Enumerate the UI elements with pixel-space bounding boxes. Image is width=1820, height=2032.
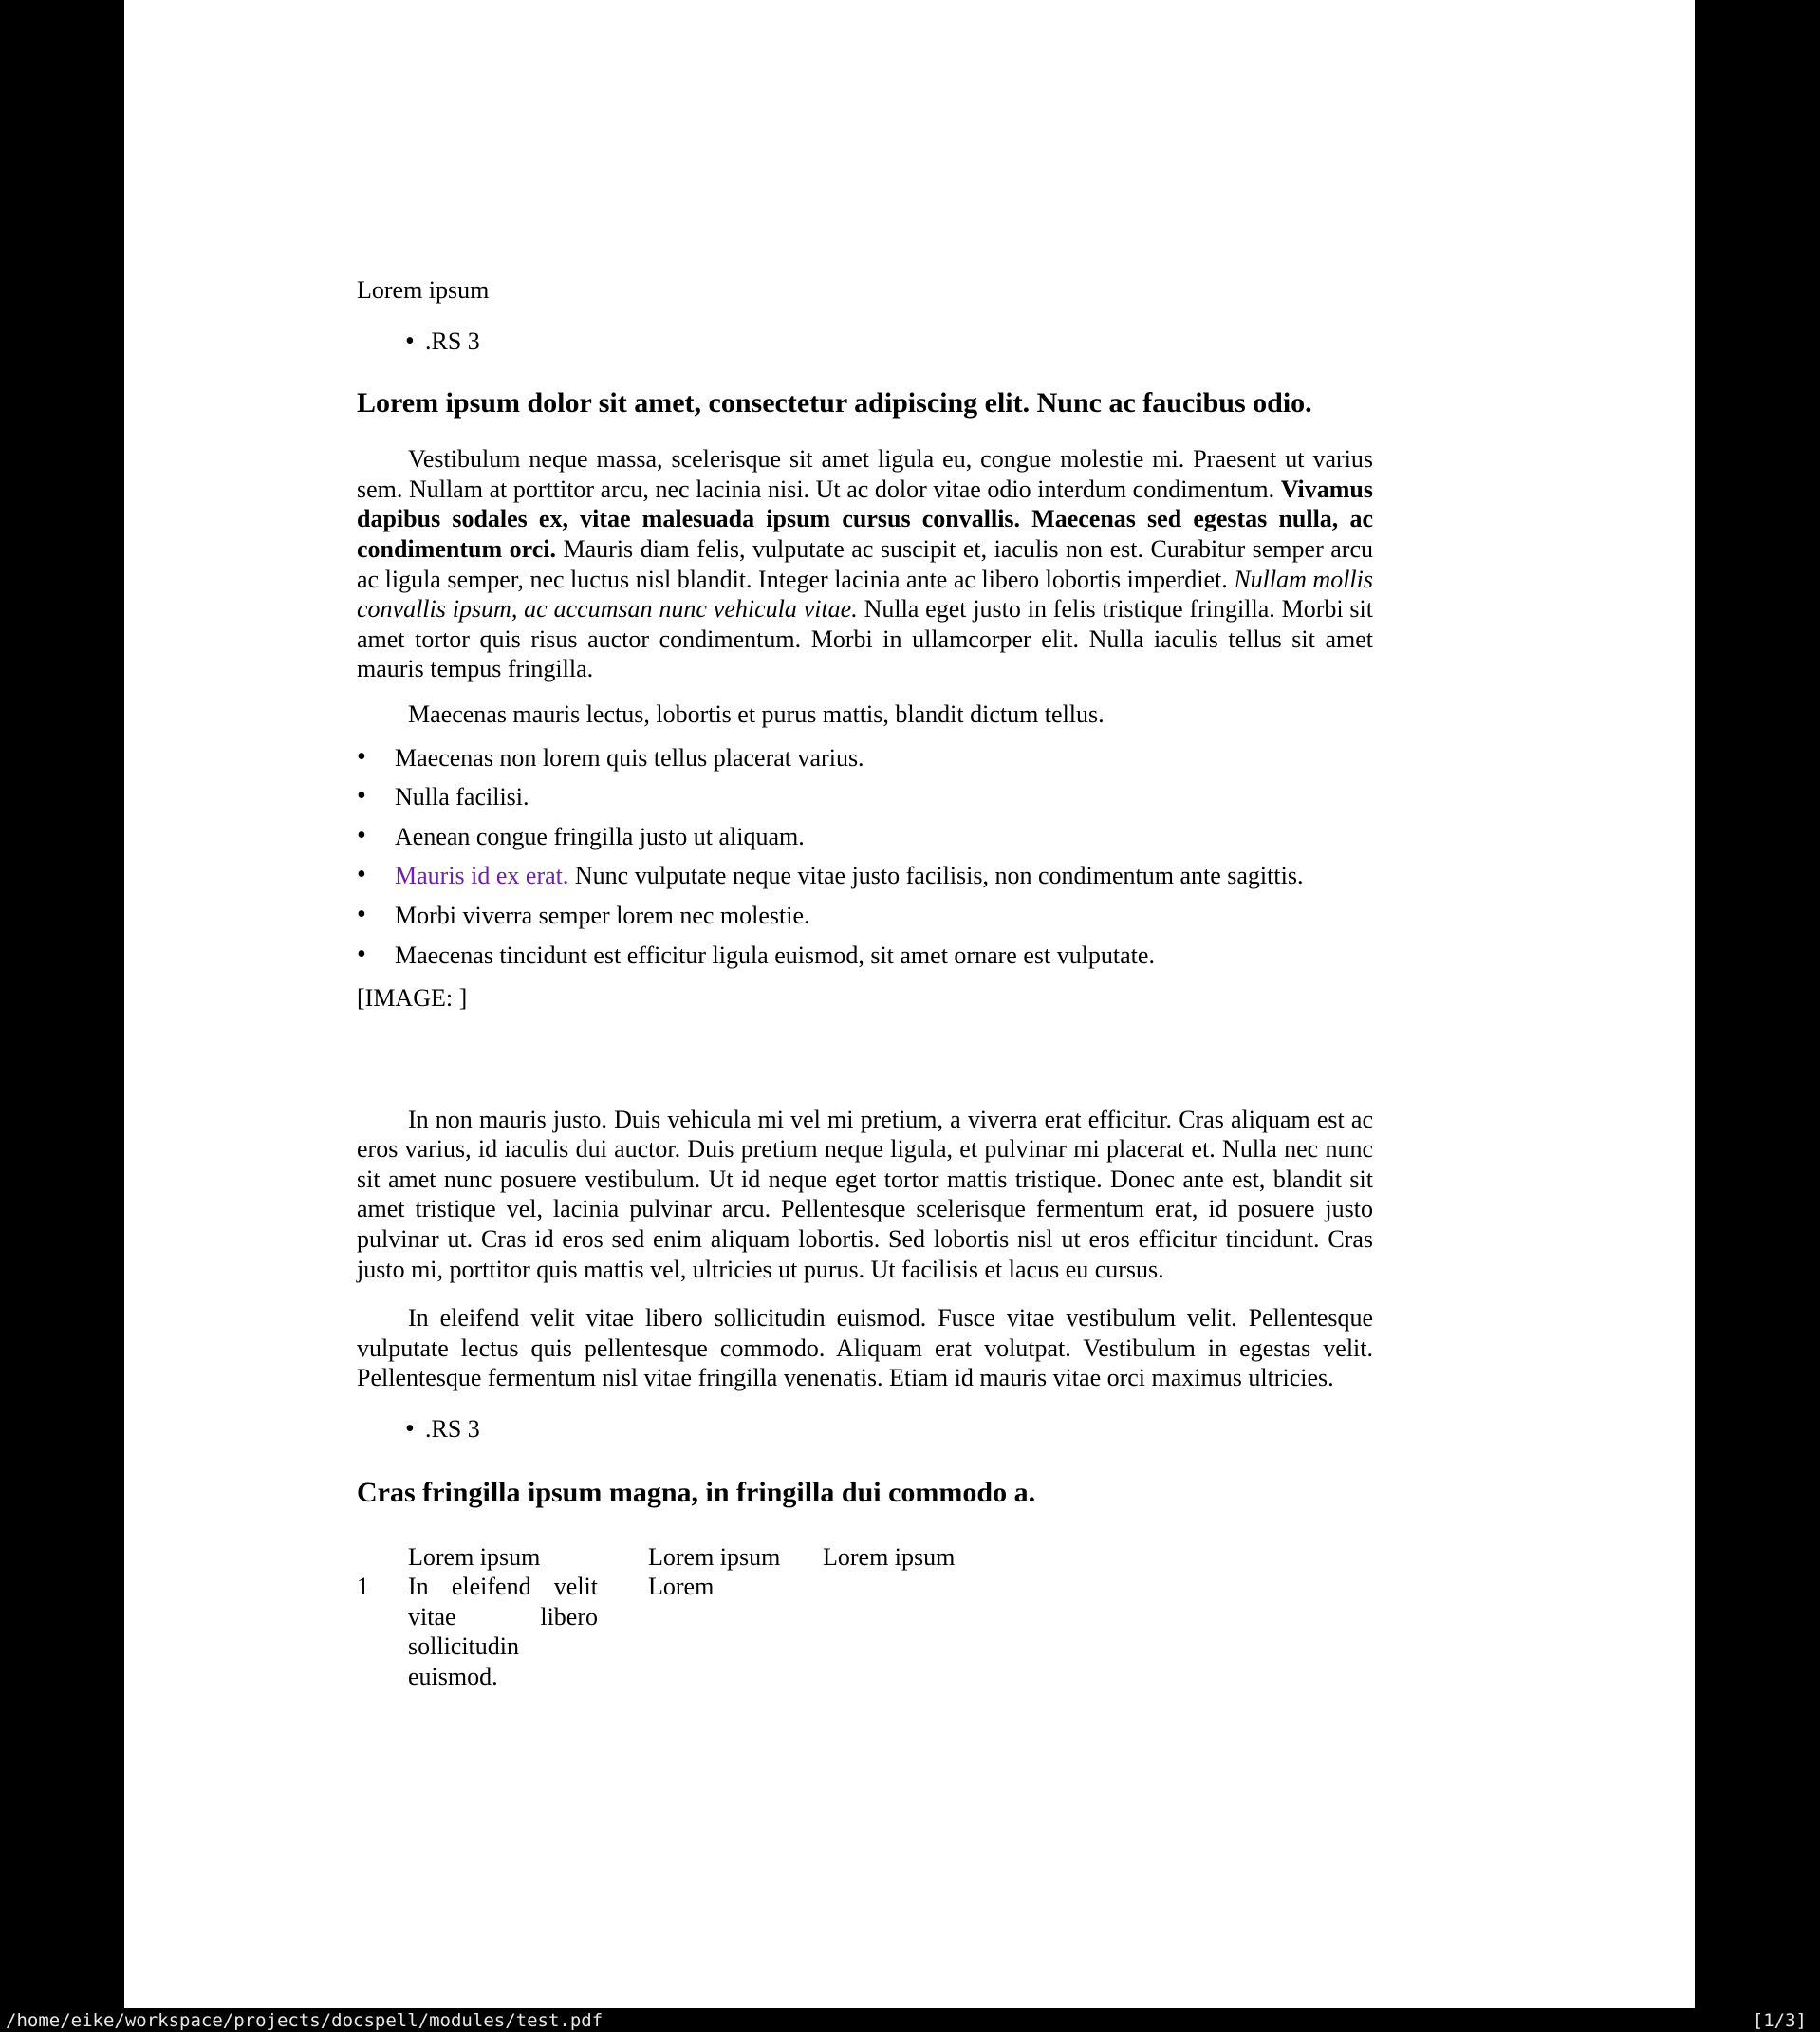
paragraph-segment: Nulla eget justo in felis tristique fringilla. Morbi sit amet tortor quis risus auctor condimentum. Morbi in ullamcorper elit. Nulla iaculis tellus sit amet mauris tempus fringilla. [357, 595, 1373, 683]
list-item [357, 901, 1373, 931]
section-heading-1: Lorem ipsum dolor sit amet, consectetur adipiscing elit. Nunc ac faucibus odio. [357, 387, 1312, 419]
table-header-cell: Lorem ipsum [823, 1542, 956, 1571]
list-item-text: Maecenas non lorem quis tellus placerat varius. [395, 743, 864, 772]
paragraph-maecenas: Maecenas mauris lectus, lobortis et purus mattis, blandit dictum tellus. [408, 699, 1105, 728]
page-indicator: [1/3] [1752, 2009, 1807, 2031]
list-item [357, 861, 1373, 891]
rs-list-item [357, 326, 1373, 357]
table-header-cell [357, 1542, 408, 1573]
document-link[interactable]: Mauris id ex erat. [395, 862, 569, 890]
list-item [357, 822, 1373, 852]
bullet-icon: • [405, 1414, 415, 1445]
list-item-text: Aenean congue fringilla justo ut aliquam. [395, 822, 805, 850]
bullet-icon: • [357, 860, 366, 890]
list-item-text: Maecenas tincidunt est efficitur ligula euismod, sit amet ornare est vulputate. [395, 941, 1155, 969]
table-row [357, 1572, 1373, 1691]
table-cell: In eleifend velit vitae libero sollicitudin euismod. [408, 1573, 598, 1690]
table-cell-rownum: 1 [357, 1573, 369, 1601]
paragraph-segment: Vestibulum neque massa, scelerisque sit amet ligula eu, congue molestie mi. Praesent ut varius sem. Nullam at porttitor arcu, nec lacinia nisi. Ut ac dolor vitae odio interdum condimentum. [357, 445, 1373, 503]
list-item-text: Nulla facilisi. [395, 783, 529, 811]
status-bar [0, 2008, 1820, 2032]
list-item [357, 941, 1373, 971]
rs-list-item [357, 1414, 1373, 1445]
text-column [357, 0, 1373, 1692]
table-header-cell: Lorem ipsum [648, 1542, 781, 1571]
bullet-icon: • [357, 939, 366, 969]
list-item [357, 743, 1373, 774]
data-table [357, 1542, 1373, 1692]
table-header-row [357, 1542, 1373, 1573]
paragraph-segment-bold: Vivamus dapibus sodales ex, vitae malesuada ipsum cursus convallis. Maecenas sed egestas nulla, ac condimentum orci. [357, 475, 1373, 563]
paragraph-in-non: In non mauris justo. Duis vehicula mi vel mi pretium, a viverra erat efficitur. Cras aliquam est ac eros varius, id iaculis dui auctor. Duis pretium neque ligula, et pulvinar mi placerat et. Nulla nec nunc sit amet nunc posuere vestibulum. Ut id neque eget tortor mattis tristique. Donec ante est, blandit sit amet tristique vel, lacinia pulvinar arcu. Pellentesque scelerisque fermentum erat, id posuere justo pulvinar ut. Cras id eros sed enim aliquam lobortis. Sed lobortis nisl ut eros efficitur tincidunt. Cras justo mi, porttitor quis mattis vel, ultricies ut purus. Ut facilisis et lacus eu cursus. [357, 1105, 1373, 1283]
list-item-text [395, 862, 1303, 889]
bullet-icon: • [405, 326, 415, 356]
paragraph-segment-italic: Nullam mollis convallis ipsum, ac accumsan nunc vehicula vitae. [357, 565, 1373, 624]
bullet-list [357, 743, 1373, 971]
paragraph-in-eleifend: In eleifend velit vitae libero sollicitudin euismod. Fusce vitae vestibulum velit. Pellentesque vulputate lectus quis pellentesque commodo. Aliquam erat volutpat. Vestibulum in egestas velit. Pellentesque fermentum nisl vitae fringilla venenatis. Etiam id mauris vitae orci maximus ultricies. [357, 1304, 1373, 1392]
rs-item-label: .RS 3 [425, 1415, 480, 1444]
bullet-icon: • [357, 820, 366, 850]
paragraph-vestibulum [357, 444, 1373, 684]
file-path: /home/eike/workspace/projects/docspell/modules/test.pdf [6, 2009, 604, 2031]
list-item [357, 782, 1373, 812]
table-header-cell: Lorem ipsum [408, 1542, 541, 1571]
section-heading-2: Cras fringilla ipsum magna, in fringilla dui commodo a. [357, 1476, 1036, 1508]
paragraph-segment: Mauris diam felis, vulputate ac suscipit et, iaculis non est. Curabitur semper arcu ac ligula semper, nec luctus nisl blandit. Integer lacinia ante ac libero lobortis imperdiet. [357, 534, 1373, 593]
rs-item-label: .RS 3 [425, 326, 480, 355]
bullet-icon: • [357, 781, 366, 811]
list-item-text: Nunc vulputate neque vitae justo facilisis, non condimentum ante sagittis. [574, 862, 1304, 890]
bullet-icon: • [357, 899, 366, 929]
intro-label: Lorem ipsum [357, 276, 490, 304]
table-cell: Lorem [648, 1573, 715, 1601]
document-page[interactable] [124, 0, 1695, 2008]
image-placeholder: [IMAGE: ] [357, 984, 468, 1013]
list-item-text: Morbi viverra semper lorem nec molestie. [395, 901, 810, 929]
bullet-icon: • [357, 741, 366, 772]
table-cell [823, 1572, 1373, 1602]
